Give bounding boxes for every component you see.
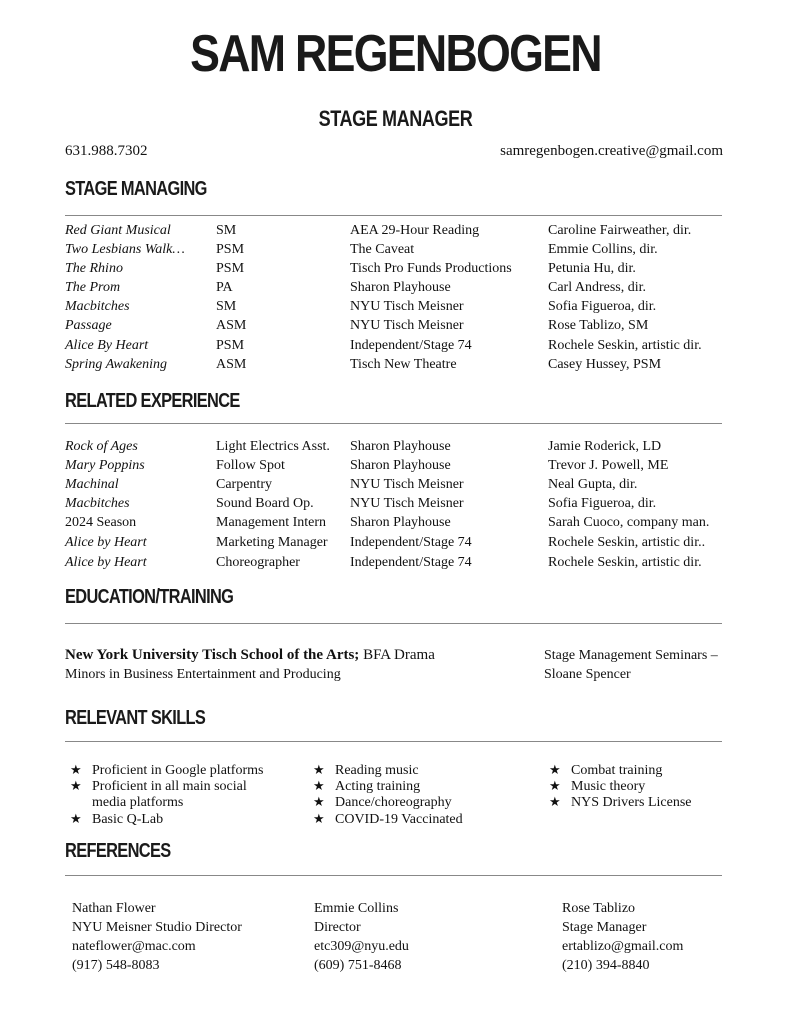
venue: NYU Tisch Meisner (350, 477, 464, 492)
skill-item (70, 779, 290, 811)
venue: NYU Tisch Meisner (350, 318, 464, 333)
production-title: Alice by Heart (65, 555, 147, 570)
skill-text: Acting training (335, 779, 421, 794)
position: ASM (216, 318, 247, 333)
venue: Sharon Playhouse (350, 515, 451, 530)
section-title-references: REFERENCES (65, 840, 171, 862)
supervisor: Rochele Seskin, artistic dir. (548, 338, 702, 353)
skill-text: Music theory (571, 779, 646, 794)
skill-text: COVID-19 Vaccinated (335, 812, 463, 827)
star-icon: ★ (549, 763, 561, 778)
position: Choreographer (216, 555, 300, 570)
venue: Independent/Stage 74 (350, 535, 472, 550)
position: PSM (216, 242, 245, 257)
table-row (65, 318, 725, 337)
phone-number: 631.988.7302 (65, 143, 148, 159)
position: Light Electrics Asst. (216, 439, 330, 454)
position: Carpentry (216, 477, 272, 492)
position: Sound Board Op. (216, 496, 314, 511)
production-title: Two Lesbians Walk… (65, 242, 185, 257)
position: ASM (216, 357, 247, 372)
star-icon: ★ (70, 812, 82, 827)
reference-role: NYU Meisner Studio Director (72, 920, 242, 935)
skill-text: Dance/choreography (335, 795, 452, 810)
table-row (65, 299, 725, 318)
production-title: 2024 Season (65, 515, 137, 530)
seminar-instructor: Sloane Spencer (544, 667, 631, 682)
position: PA (216, 280, 233, 295)
star-icon: ★ (549, 795, 561, 810)
supervisor: Rose Tablizo, SM (548, 318, 649, 333)
position: Marketing Manager (216, 535, 328, 550)
email-address[interactable]: samregenbogen.creative@gmail.com (500, 143, 723, 159)
venue: Tisch New Theatre (350, 357, 457, 372)
skill-text: Reading music (335, 763, 419, 778)
section-divider (65, 741, 722, 742)
star-icon: ★ (549, 779, 561, 794)
venue: Sharon Playhouse (350, 439, 451, 454)
education-degree-line (65, 647, 435, 664)
reference-email[interactable]: ertablizo@gmail.com (562, 939, 684, 954)
section-divider (65, 875, 722, 876)
skill-text: Combat training (571, 763, 663, 778)
candidate-name: SAM REGENBOGEN (190, 25, 601, 83)
reference-role: Director (314, 920, 361, 935)
position: SM (216, 223, 237, 238)
reference-role: Stage Manager (562, 920, 647, 935)
section-title-skills: RELEVANT SKILLS (65, 707, 206, 729)
table-row (65, 555, 725, 574)
table-row (65, 223, 725, 242)
supervisor: Trevor J. Powell, ME (548, 458, 669, 473)
production-title: The Prom (65, 280, 121, 295)
reference-phone: (917) 548-8083 (72, 958, 160, 973)
reference-card (562, 899, 683, 975)
venue: Tisch Pro Funds Productions (350, 261, 512, 276)
production-title: Alice By Heart (65, 338, 149, 353)
reference-card (314, 899, 409, 975)
star-icon: ★ (70, 779, 82, 794)
skill-text: Basic Q-Lab (92, 812, 164, 827)
star-icon: ★ (313, 812, 325, 827)
venue: Independent/Stage 74 (350, 338, 472, 353)
supervisor: Casey Hussey, PSM (548, 357, 662, 372)
table-row (65, 338, 725, 357)
section-title-related-experience: RELATED EXPERIENCE (65, 390, 240, 412)
venue: Sharon Playhouse (350, 458, 451, 473)
production-title: Machinal (65, 477, 119, 492)
supervisor: Emmie Collins, dir. (548, 242, 658, 257)
position: PSM (216, 261, 245, 276)
position: PSM (216, 338, 245, 353)
venue: NYU Tisch Meisner (350, 496, 464, 511)
table-row (65, 261, 725, 280)
production-title: Spring Awakening (65, 357, 168, 372)
supervisor: Jamie Roderick, LD (548, 439, 662, 454)
supervisor: Petunia Hu, dir. (548, 261, 636, 276)
production-title: Red Giant Musical (65, 223, 171, 238)
section-divider (65, 623, 722, 624)
supervisor: Sofia Figueroa, dir. (548, 299, 657, 314)
position: Follow Spot (216, 458, 285, 473)
skill-text: Proficient in Google platforms (92, 763, 264, 778)
table-row (65, 535, 725, 554)
reference-phone: (609) 751-8468 (314, 958, 402, 973)
reference-name: Rose Tablizo (562, 901, 636, 916)
table-row (65, 242, 725, 261)
supervisor: Carl Andress, dir. (548, 280, 646, 295)
reference-name: Nathan Flower (72, 901, 156, 916)
supervisor: Rochele Seskin, artistic dir. (548, 555, 702, 570)
section-title-stage-managing: STAGE MANAGING (65, 178, 207, 200)
position: SM (216, 299, 237, 314)
skill-text: Proficient in all main social media platforms (92, 779, 247, 810)
star-icon: ★ (313, 795, 325, 810)
position: Management Intern (216, 515, 327, 530)
seminar-title: Stage Management Seminars – (544, 648, 718, 663)
venue: Sharon Playhouse (350, 280, 451, 295)
section-divider (65, 215, 722, 216)
reference-card (72, 899, 242, 975)
supervisor: Neal Gupta, dir. (548, 477, 638, 492)
venue: AEA 29-Hour Reading (350, 223, 480, 238)
production-title: Rock of Ages (65, 439, 138, 454)
production-title: Macbitches (65, 496, 130, 511)
table-row (65, 477, 725, 496)
table-row (65, 496, 725, 515)
table-row (65, 280, 725, 299)
table-row (65, 515, 725, 534)
production-title: The Rhino (65, 261, 123, 276)
reference-email[interactable]: nateflower@mac.com (72, 939, 196, 954)
table-row (65, 458, 725, 477)
supervisor: Caroline Fairweather, dir. (548, 223, 692, 238)
star-icon: ★ (70, 763, 82, 778)
candidate-role: STAGE MANAGER (318, 106, 473, 131)
production-title: Mary Poppins (65, 458, 145, 473)
reference-email[interactable]: etc309@nyu.edu (314, 939, 409, 954)
production-title: Passage (65, 318, 112, 333)
section-title-education: EDUCATION/TRAINING (65, 586, 234, 608)
star-icon: ★ (313, 763, 325, 778)
star-icon: ★ (313, 779, 325, 794)
supervisor: Sofia Figueroa, dir. (548, 496, 657, 511)
venue: The Caveat (350, 242, 415, 257)
reference-phone: (210) 394-8840 (562, 958, 650, 973)
supervisor: Sarah Cuoco, company man. (548, 515, 710, 530)
production-title: Alice by Heart (65, 535, 147, 550)
production-title: Macbitches (65, 299, 130, 314)
school-name: New York University Tisch School of the Arts; (65, 647, 360, 663)
table-row (65, 439, 725, 458)
reference-name: Emmie Collins (314, 901, 399, 916)
skill-text: NYS Drivers License (571, 795, 692, 810)
degree: BFA Drama (359, 647, 435, 663)
venue: NYU Tisch Meisner (350, 299, 464, 314)
venue: Independent/Stage 74 (350, 555, 472, 570)
table-row (65, 357, 725, 376)
section-divider (65, 423, 722, 424)
education-minors: Minors in Business Entertainment and Producing (65, 667, 341, 682)
supervisor: Rochele Seskin, artistic dir.. (548, 535, 706, 550)
